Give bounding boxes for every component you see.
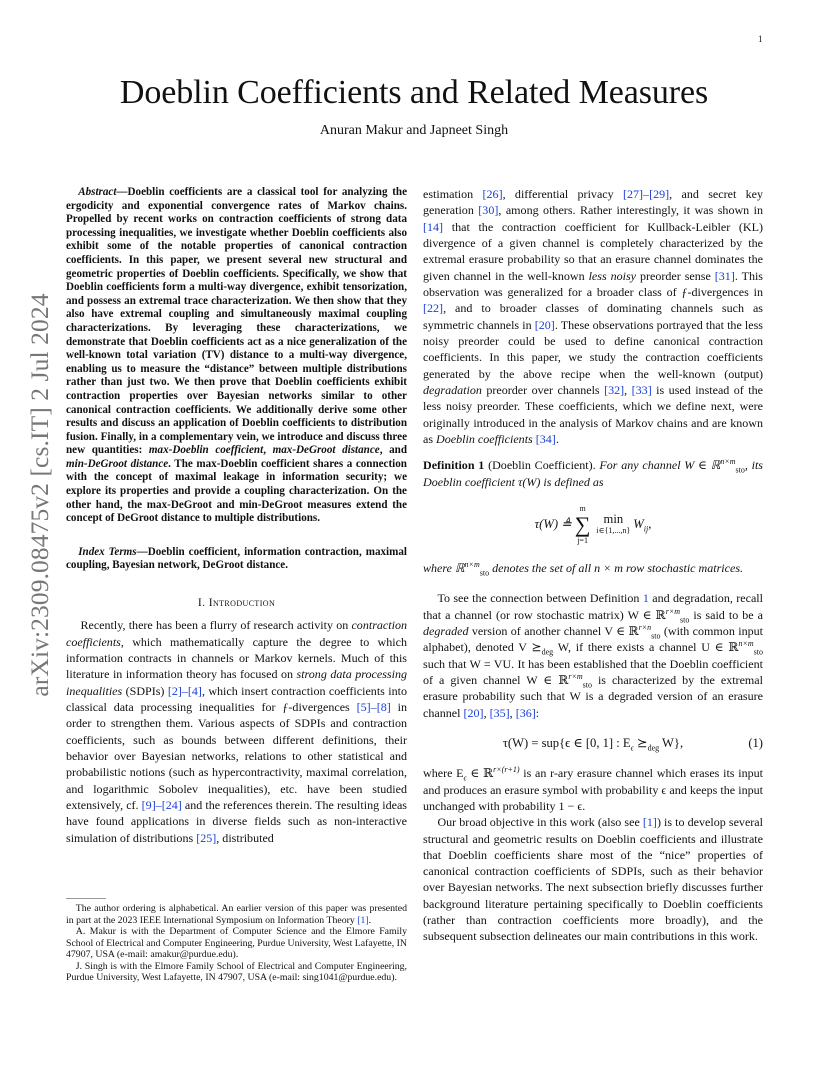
definition-tail: where ℝ$^{n\times m}_{sto}$ denotes the set of all n × m row stochastic matrices. bbox=[423, 559, 744, 578]
footnotes bbox=[66, 903, 407, 984]
abstract-label: Abstract bbox=[78, 186, 117, 198]
index-terms-text: —Doeblin coefficient, information contraction, maximal coupling, Bayesian network, DeGroot distance. bbox=[66, 545, 407, 572]
paper-title: Doeblin Coefficients and Related Measures bbox=[119, 74, 709, 111]
footnote: J. Singh is with the Elmore Family School of Electrical and Computer Engineering, Purdue University, West Lafayette, IN 47907, USA (e-mail: sing1041@purdue.edu). bbox=[66, 960, 407, 983]
definition: Definition 1 (Doeblin Coefficient). For any channel W ∈ ℝ$^{n\times m}_{sto}$, its Doeblin coefficient τ(W) is defined as bbox=[423, 457, 763, 489]
abstract bbox=[66, 186, 407, 526]
citation-link[interactable]: [27]–[29] bbox=[622, 187, 670, 201]
abstract-term: min-DeGroot distance bbox=[66, 457, 169, 470]
citation-link[interactable]: [14] bbox=[423, 219, 444, 234]
equation-number: (1) bbox=[748, 735, 763, 750]
equation-1: τ(W) = sup{ϵ ∈ [0, 1] : $E_\epsilon$ $⪰_{deg}$ W}, (1) bbox=[502, 735, 763, 753]
footnote: The author ordering is alphabetical. An earlier version of this paper was presented in part at the 2023 IEEE International Symposium on Information Theory [1]. bbox=[66, 903, 407, 926]
citation-link[interactable]: [20] bbox=[463, 705, 484, 720]
citation-link[interactable]: [26] bbox=[482, 187, 503, 201]
citation-link[interactable]: [1] bbox=[357, 914, 369, 926]
intro-paragraph: Recently, there has been a flurry of research activity on contraction coefficients, which mathematically capture the degree to which information contracts in channels or Markov kernels. Much of this literature in information theory has focused on strong data processing inequalities (SDPIs) [2]–[4], which insert contraction coefficients into classical data processing inequalities for ƒ-divergences [5]–[8] in order to strengthen them. Various aspects of SDPIs and contraction coefficients, such as bounds between different definitions, their behavior over Bayesian networks, relations to other statistical and probabilistic notions (such as hypercontractivity, maximal correlation, and logarithmic Sobolev inequalities), etc. have been studied extensively, cf. [9]–[24] and the references therein. The resulting ideas have found applications in diverse fields such as non-interactive simulation of distributions [25], distributed bbox=[66, 618, 408, 845]
abstract-sep: , and bbox=[379, 444, 407, 457]
arxiv-sidebar bbox=[8, 293, 72, 697]
abstract-tail: . The max-Doeblin coefficient shares a connection with the concept of maximal leakage in information security; we explore its properties and provide a coupling characterization. On the other hand, the max-DeGroot and min-DeGroot measures extend the concept of DeGroot distance to multiple distributions. bbox=[66, 457, 407, 525]
citation-link[interactable]: [33] bbox=[631, 382, 652, 397]
abstract-term: max-DeGroot distance bbox=[272, 444, 380, 457]
paragraph: estimation [26], differential privacy [27]–[29], and secret key generation [30], among others. Rather interestingly, it was shown in [14] that the contraction coefficient for Kullback-Leibler (KL) divergence of a given channel is completely characterized by the extremal erasure probability so that an erasure channel dominates the given channel in the well-known less noisy preorder sense [31]. This observation was generalized for a broader class of ƒ-divergences in [22], and to broader classes of dominating channels such as symmetric channels in [20]. These observations portrayed that the less noisy preorder could be used to define canonical contraction coefficients. In this paper, we study the contraction coefficients generated by the above recipe when the well-known (output) degradation preorder over channels [32], [33] is used instead of the less noisy preorder. These coefficients, which we define next, were originally introduced in the analysis of Markov chains and are known as Doeblin coefficients [34]. bbox=[423, 187, 764, 446]
abstract-text: —Doeblin coefficients are a classical tool for analyzing the ergodicity and exponential convergence rates of Markov chains. Propelled by recent works on contraction coefficients of strong data processing inequalities, we investigate whether Doeblin coefficients also exhibit some of the notable properties of canonical contraction coefficients. In this paper, we present several new structural and geometric properties of Doeblin coefficients. Specifically, we show that Doeblin coefficients form a multi-way divergence, exhibit tensorization, and possess an extremal trace characterization. We then show that they also have extremal coupling and simultaneously maximal coupling characterizations. By leveraging these characterizations, we demonstrate that Doeblin coefficients act as a nice generalization of the well-known total variation (TV) distance to a multi-way divergence, enabling us to measure the “distance” between multiple distributions rather than just two. We then prove that Doeblin coefficients exhibit contraction properties over Bayesian networks similar to other canonical contraction coefficients. We additionally derive some other results and discuss an application of Doeblin coefficients to distribution fusion. Finally, in a complementary vein, we introduce and discuss three new quantities: bbox=[66, 186, 407, 457]
definition-equation: τ(W) ≜ m ∑ j=1 min i∈{1,...,n} $W_{ij}$, bbox=[534, 503, 652, 545]
section-heading: I. Introduction bbox=[197, 596, 276, 610]
right-column bbox=[423, 186, 763, 945]
citation-link[interactable]: [20] bbox=[534, 317, 555, 332]
footnote-rule bbox=[66, 898, 106, 899]
citation-link[interactable]: [30] bbox=[478, 203, 499, 218]
paper-authors: Anuran Makur and Japneet Singh bbox=[319, 123, 509, 138]
index-terms-label: Index Terms bbox=[78, 545, 137, 558]
citation-link[interactable]: [35] bbox=[489, 705, 510, 720]
index-terms bbox=[66, 546, 407, 573]
citation-link[interactable]: [32] bbox=[604, 382, 625, 397]
citation-link[interactable]: [9]–[24] bbox=[141, 797, 182, 812]
citation-link[interactable]: [36] bbox=[515, 705, 536, 720]
left-column bbox=[66, 186, 407, 846]
citation-link[interactable]: 1 bbox=[642, 591, 649, 606]
page-number: 1 bbox=[758, 34, 763, 44]
arxiv-identifier[interactable]: arXiv:2309.08475v2 [cs.IT] 2 Jul 2024 bbox=[25, 293, 54, 697]
citation-link[interactable]: [5]–[8] bbox=[356, 700, 391, 714]
citation-link[interactable]: [22] bbox=[423, 301, 444, 316]
paragraph: Our broad objective in this work (also see [1]) is to develop several structural and geometric results on Doeblin coefficients and illustrate that Doeblin coefficients share most of the “nice” properties of canonical contraction coefficients of SDPIs, such as their behavior over Bayesian networks. The next subsection briefly discusses further background literature pertaining specifically to Doeblin coefficients (rather than contraction coefficients more broadly), and the subsequent subsection delineates our main contributions in this work. bbox=[423, 815, 763, 944]
citation-link[interactable]: [1] bbox=[642, 815, 657, 830]
footnote: A. Makur is with the Department of Computer Science and the Elmore Family School of Electrical and Computer Engineering, Purdue University, West Lafayette, IN 47907, USA (e-mail: amakur@purdue.edu). bbox=[66, 926, 407, 960]
citation-link[interactable]: [31] bbox=[714, 268, 735, 283]
citation-link[interactable]: [2]–[4] bbox=[167, 683, 202, 698]
citation-link[interactable]: [34] bbox=[535, 431, 556, 446]
abstract-sep: , bbox=[263, 444, 273, 457]
paragraph: where $E_\epsilon$ ∈ ℝ$^{r\times(r+1)}$ is an r-ary erasure channel which erases its input and produces an erasure symbol with probability ϵ and keeps the input unchanged with probability 1 − ϵ. bbox=[423, 765, 763, 813]
citation-link[interactable]: [25] bbox=[196, 830, 217, 845]
abstract-term: max-Doeblin coefficient bbox=[148, 444, 264, 457]
paragraph: To see the connection between Definition 1 and degradation, recall that a channel (or row stochastic matrix) W ∈ ℝ$^{r\times m}_{sto}$ is said to be a degraded version of another channel V ∈ ℝ$^{r\times n}_{sto}$ (with common input alphabet), denoted V $⪰_{deg}$ W, if there exists a channel U ∈ ℝ$^{n\times m}_{sto}$ such that W = VU. It has been established that the Doeblin coefficient of a given channel W ∈ ℝ$^{r\times m}_{sto}$ is characterized by the extremal erasure probability such that W is a degraded version of an erasure channel [20], [35], [36]: bbox=[423, 591, 764, 720]
